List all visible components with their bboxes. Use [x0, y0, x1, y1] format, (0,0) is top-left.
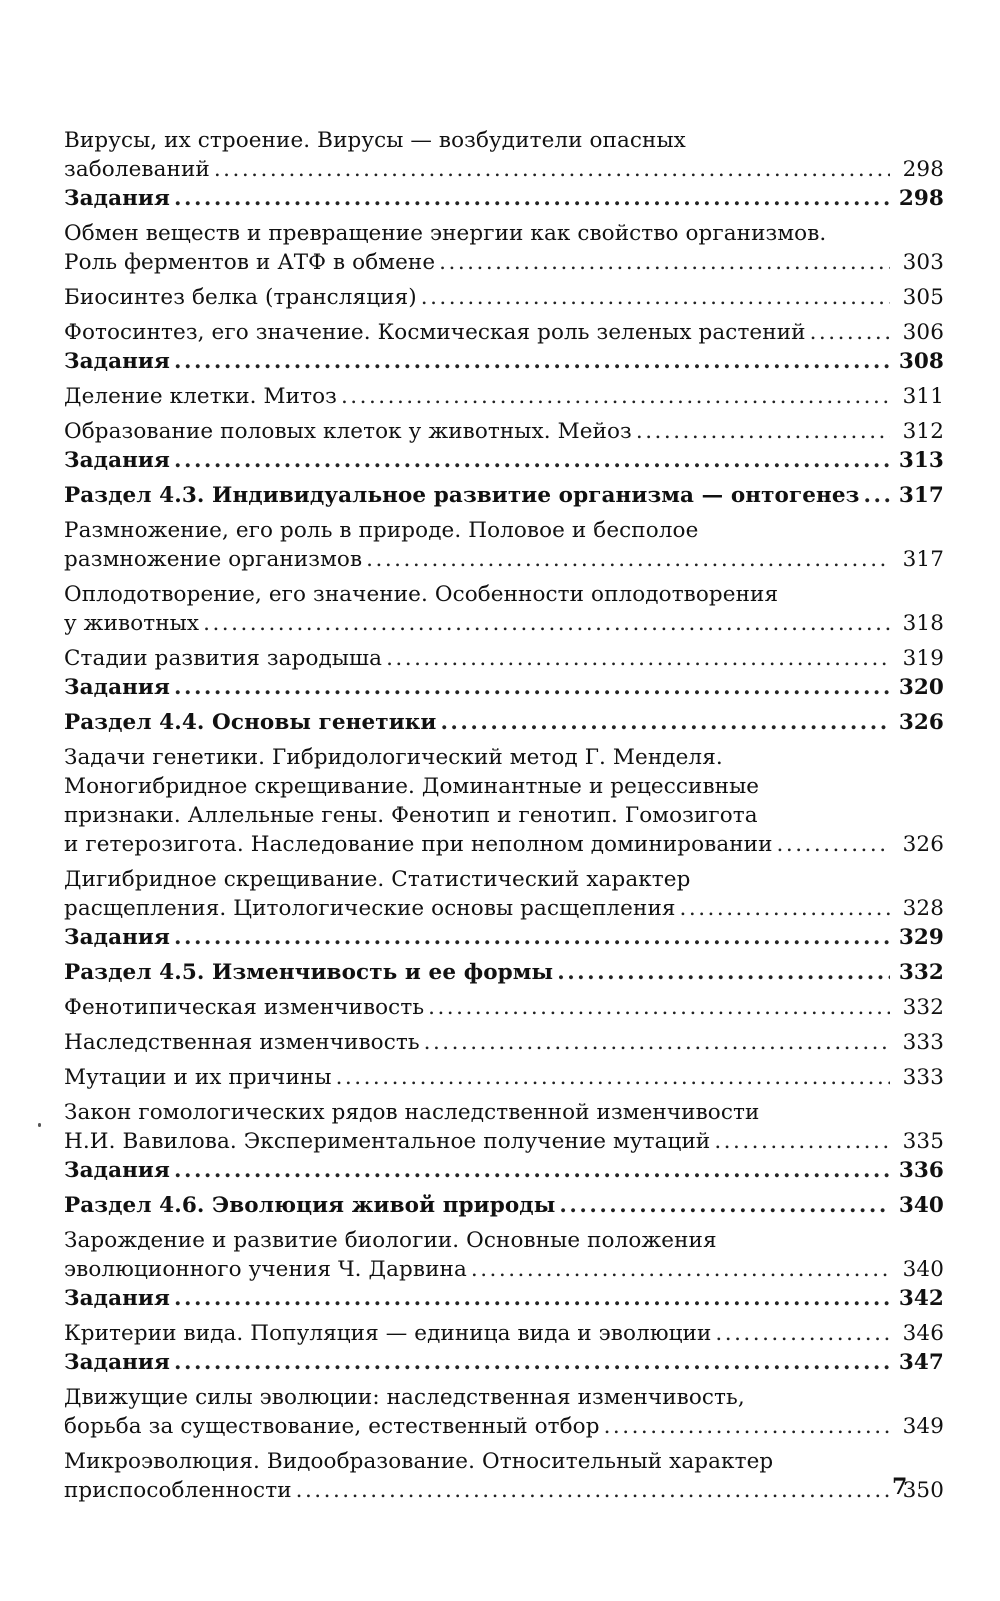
toc-entry-page-number: 320 [898, 675, 944, 700]
toc-entry[interactable] [64, 1028, 944, 1057]
toc-entry-last-line [64, 958, 944, 987]
toc-entry-title-line: Задания [64, 1286, 170, 1311]
toc-entry-title-line: Размножение, его роль в природе. Половое и бесполое [64, 518, 699, 543]
toc-entry-title-line: Обмен веществ и превращение энергии как свойство организмов. [64, 221, 827, 246]
toc-entry[interactable] [64, 580, 944, 638]
toc-entry-title-line: Образование половых клеток у животных. Мейоз [64, 419, 632, 444]
dot-leader [366, 545, 890, 574]
toc-entry-last-line [64, 545, 944, 574]
toc-heading-entry[interactable] [64, 347, 944, 376]
toc-entry-page-number: 335 [902, 1129, 944, 1154]
toc-entry-title-line: Задания [64, 1158, 170, 1183]
toc-entry[interactable] [64, 1447, 944, 1505]
toc-entry-title-line: Наследственная изменчивость [64, 1030, 420, 1055]
toc-entry-title-line: Роль ферментов и АТФ в обмене [64, 250, 436, 275]
toc-entry-page-number: 346 [902, 1321, 944, 1346]
toc-entry-title-line: Н.И. Вавилова. Экспериментальное получение мутаций [64, 1129, 711, 1154]
dot-leader [203, 609, 890, 638]
toc-entry-last-line [64, 1412, 944, 1441]
toc-entry-page-number: 340 [898, 1193, 944, 1218]
toc-entry[interactable] [64, 318, 944, 347]
toc-entry-title-line: Раздел 4.6. Эволюция живой природы [64, 1193, 556, 1218]
toc-entry-page-number: 342 [898, 1286, 944, 1311]
dot-leader [341, 382, 890, 411]
toc-entry-title-line: приспособленности [64, 1478, 292, 1503]
toc-heading-entry[interactable] [64, 1191, 944, 1220]
dot-leader [557, 958, 890, 987]
dot-leader [174, 446, 890, 475]
dot-leader [174, 673, 890, 702]
toc-entry-title-line: Задания [64, 349, 170, 374]
toc-entry-last-line [64, 1156, 944, 1185]
toc-entry-page-number: 298 [898, 186, 944, 211]
dot-leader [174, 1284, 890, 1313]
toc-entry-title-line: Задачи генетики. Гибридологический метод Г. Менделя. [64, 745, 723, 770]
toc-entry-last-line [64, 644, 944, 673]
toc-entry[interactable] [64, 1383, 944, 1441]
toc-entry-last-line [64, 894, 944, 923]
toc-entry-last-line [64, 318, 944, 347]
toc-entry-last-line [64, 830, 944, 859]
toc-entry-page-number: 336 [898, 1158, 944, 1183]
toc-entry[interactable] [64, 1226, 944, 1284]
dot-leader [863, 481, 890, 510]
toc-entry-page-number: 333 [902, 1030, 944, 1055]
toc-entry-title-line: расщепления. Цитологические основы расщепления [64, 896, 676, 921]
dot-leader [439, 248, 890, 277]
toc-entry-title-line: Микроэволюция. Видообразование. Относительный характер [64, 1449, 774, 1474]
toc-entry-last-line [64, 347, 944, 376]
toc-entry-page-number: 311 [902, 384, 944, 409]
toc-entry-page-number: 317 [902, 547, 944, 572]
toc-entry-title-line: борьба за существование, естественный отбор [64, 1414, 600, 1439]
dot-leader [810, 318, 890, 347]
toc-entry-last-line [64, 417, 944, 446]
toc-entry-title-line: Фотосинтез, его значение. Космическая роль зеленых растений [64, 320, 806, 345]
toc-entry-title-line: признаки. Аллельные гены. Фенотип и генотип. Гомозигота [64, 803, 758, 828]
toc-entry-title-line: Стадии развития зародыша [64, 646, 383, 671]
toc-heading-entry[interactable] [64, 481, 944, 510]
toc-entry-last-line [64, 382, 944, 411]
toc-entry[interactable] [64, 283, 944, 312]
toc-entry-title-line: Задания [64, 1350, 170, 1375]
dot-leader [714, 1127, 890, 1156]
toc-entry-page-number: 349 [902, 1414, 944, 1439]
toc-entry-last-line [64, 184, 944, 213]
toc-entry-title-line: Раздел 4.4. Основы генетики [64, 710, 437, 735]
toc-entry-last-line [64, 1284, 944, 1313]
toc-entry-page-number: 333 [902, 1065, 944, 1090]
dot-leader [174, 347, 890, 376]
toc-entry-title-line: Критерии вида. Популяция — единица вида и эволюции [64, 1321, 712, 1346]
toc-entry-page-number: 318 [902, 611, 944, 636]
toc-entry-page-number: 326 [902, 832, 944, 857]
toc-entry-title-line: Задания [64, 186, 170, 211]
dot-leader [428, 993, 890, 1022]
toc-entry-last-line [64, 923, 944, 952]
toc-heading-entry[interactable] [64, 1284, 944, 1313]
toc-entry-last-line [64, 1255, 944, 1284]
toc-entry[interactable] [64, 219, 944, 277]
dot-leader [559, 1191, 890, 1220]
toc-entry-title-line: Дигибридное скрещивание. Статистический характер [64, 867, 691, 892]
toc-heading-entry[interactable] [64, 673, 944, 702]
toc-entry[interactable] [64, 1319, 944, 1348]
toc-heading-entry[interactable] [64, 446, 944, 475]
toc-entry-page-number: 306 [902, 320, 944, 345]
toc-entry-last-line [64, 248, 944, 277]
dot-leader [715, 1319, 890, 1348]
toc-entry-page-number: 312 [902, 419, 944, 444]
dot-leader [336, 1063, 890, 1092]
toc-entry-title-line: Мутации и их причины [64, 1065, 332, 1090]
toc-entry-page-number: 313 [898, 448, 944, 473]
toc-heading-entry[interactable] [64, 923, 944, 952]
toc-entry-title-line: заболеваний [64, 157, 210, 182]
toc-entry-last-line [64, 1319, 944, 1348]
toc-heading-entry[interactable] [64, 1156, 944, 1185]
dot-leader [174, 923, 890, 952]
dot-leader [636, 417, 890, 446]
dot-leader [680, 894, 890, 923]
toc-entry-title-line: Деление клетки. Митоз [64, 384, 337, 409]
toc-entry-page-number: 329 [898, 925, 944, 950]
dot-leader [777, 830, 890, 859]
toc-entry-page-number: 305 [902, 285, 944, 310]
toc-entry-title-line: Оплодотворение, его значение. Особенности оплодотворения [64, 582, 779, 607]
toc-entry-title-line: размножение организмов [64, 547, 363, 572]
toc-entry-last-line [64, 1028, 944, 1057]
toc-entry-last-line [64, 708, 944, 737]
dot-leader [174, 184, 890, 213]
toc-entry-title-line: и гетерозигота. Наследование при неполном доминировании [64, 832, 773, 857]
toc-entry-page-number: 328 [902, 896, 944, 921]
toc-entry-title-line: Раздел 4.5. Изменчивость и ее формы [64, 960, 554, 985]
toc-entry-last-line [64, 1476, 944, 1505]
toc-entry-page-number: 317 [898, 483, 944, 508]
toc-heading-entry[interactable] [64, 708, 944, 737]
toc-entry-title-line: Зарождение и развитие биологии. Основные положения [64, 1228, 717, 1253]
toc-entry-title-line: Вирусы, их строение. Вирусы — возбудители опасных [64, 128, 686, 153]
toc-entry-last-line [64, 673, 944, 702]
dot-leader [174, 1156, 890, 1185]
toc-entry-last-line [64, 1191, 944, 1220]
dot-leader [421, 283, 890, 312]
toc-entry-page-number: 332 [902, 995, 944, 1020]
toc-entry-page-number: 303 [902, 250, 944, 275]
scan-speck [38, 1123, 41, 1127]
table-of-contents [64, 126, 944, 1505]
toc-entry-title-line: Задания [64, 675, 170, 700]
toc-entry[interactable] [64, 126, 944, 184]
toc-entry-title-line: Раздел 4.3. Индивидуальное развитие организма — онтогенез [64, 483, 860, 508]
dot-leader [424, 1028, 890, 1057]
toc-entry[interactable] [64, 516, 944, 574]
toc-entry-title-line: Закон гомологических рядов наследственной изменчивости [64, 1100, 760, 1125]
toc-entry-page-number: 326 [898, 710, 944, 735]
toc-entry-last-line [64, 993, 944, 1022]
toc-entry-last-line [64, 481, 944, 510]
dot-leader [604, 1412, 890, 1441]
toc-entry-last-line [64, 1127, 944, 1156]
toc-entry-page-number: 340 [902, 1257, 944, 1282]
toc-entry-last-line [64, 609, 944, 638]
dot-leader [214, 155, 890, 184]
toc-entry[interactable] [64, 993, 944, 1022]
toc-entry-title-line: Задания [64, 925, 170, 950]
toc-heading-entry[interactable] [64, 1348, 944, 1377]
toc-entry-last-line [64, 155, 944, 184]
toc-entry-title-line: Задания [64, 448, 170, 473]
toc-entry-page-number: 298 [902, 157, 944, 182]
toc-entry-last-line [64, 1348, 944, 1377]
toc-entry-title-line: эволюционного учения Ч. Дарвина [64, 1257, 467, 1282]
toc-entry-last-line [64, 1063, 944, 1092]
dot-leader [296, 1476, 890, 1505]
toc-entry-page-number: 350 [902, 1478, 944, 1503]
toc-heading-entry[interactable] [64, 184, 944, 213]
toc-entry-page-number: 332 [898, 960, 944, 985]
toc-entry[interactable] [64, 644, 944, 673]
page-number: 7 [892, 1474, 908, 1500]
toc-entry-last-line [64, 283, 944, 312]
toc-entry[interactable] [64, 865, 944, 923]
toc-entry-page-number: 347 [898, 1350, 944, 1375]
toc-entry[interactable] [64, 382, 944, 411]
toc-entry-page-number: 308 [898, 349, 944, 374]
toc-entry[interactable] [64, 1098, 944, 1156]
toc-entry[interactable] [64, 1063, 944, 1092]
toc-entry-title-line: у животных [64, 611, 200, 636]
toc-entry[interactable] [64, 417, 944, 446]
dot-leader [471, 1255, 890, 1284]
dot-leader [386, 644, 890, 673]
toc-entry-title-line: Фенотипическая изменчивость [64, 995, 425, 1020]
toc-entry[interactable] [64, 743, 944, 859]
toc-heading-entry[interactable] [64, 958, 944, 987]
toc-entry-last-line [64, 446, 944, 475]
toc-entry-title-line: Движущие силы эволюции: наследственная изменчивость, [64, 1385, 745, 1410]
toc-entry-title-line: Моногибридное скрещивание. Доминантные и рецессивные [64, 774, 760, 799]
toc-entry-page-number: 319 [902, 646, 944, 671]
dot-leader [440, 708, 890, 737]
toc-entry-title-line: Биосинтез белка (трансляция) [64, 285, 417, 310]
dot-leader [174, 1348, 890, 1377]
